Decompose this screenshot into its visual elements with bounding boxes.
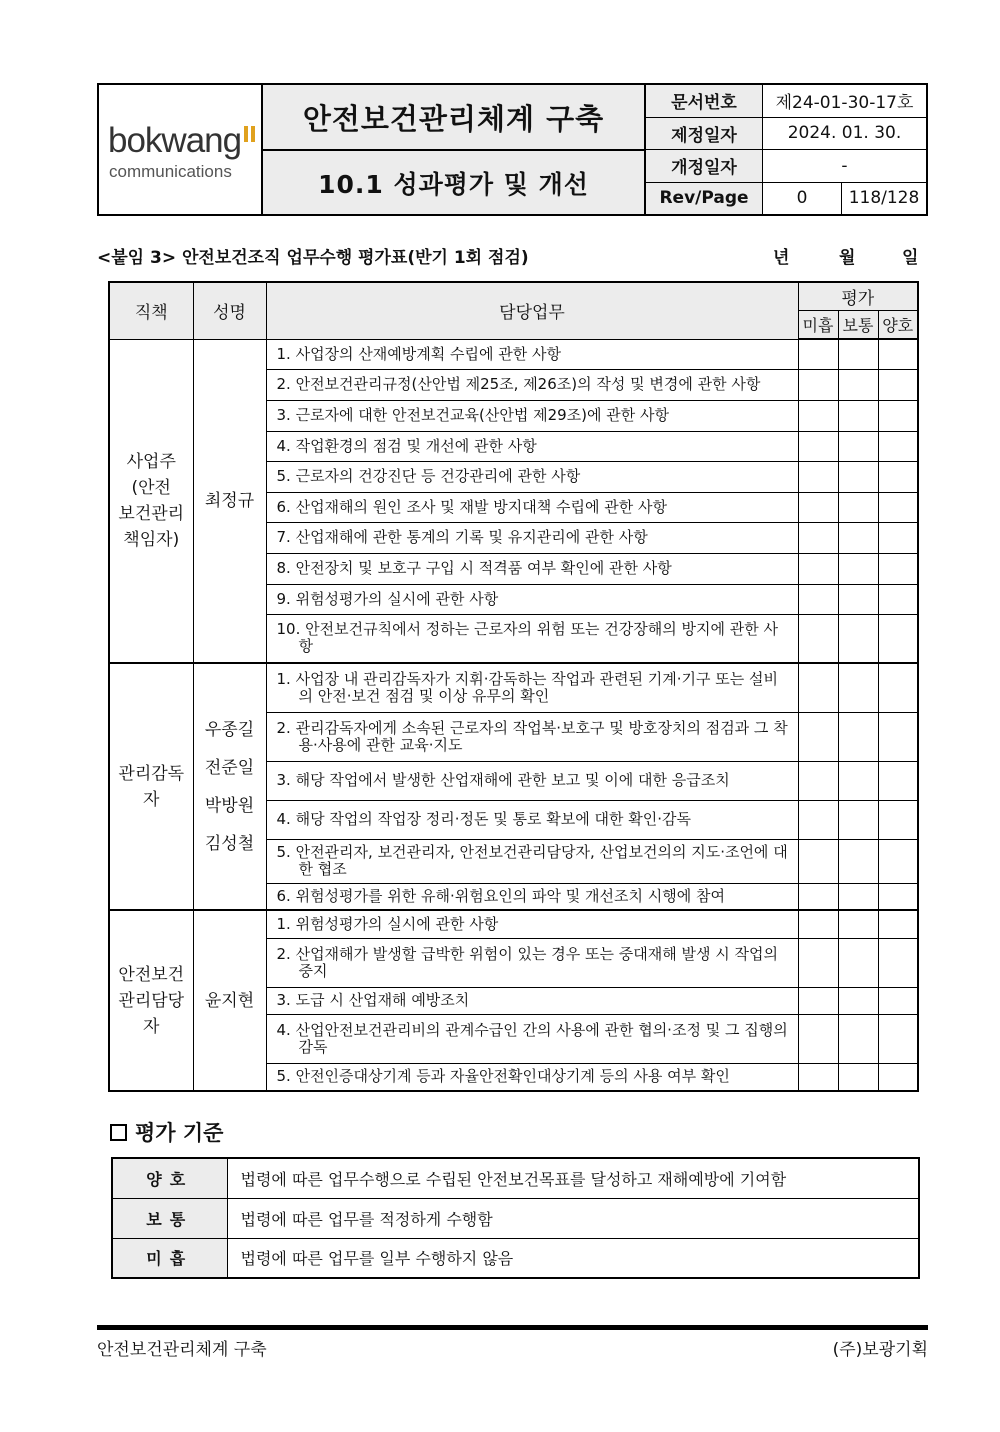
duty-text: 8. 안전장치 및 보호구 구입 시 적격품 여부 확인에 관한 사항	[276, 559, 672, 577]
revision-number: 0	[763, 183, 842, 215]
duty-cell	[266, 431, 798, 461]
duty-text: 3. 해당 작업에서 발생한 산업재해에 관한 보고 및 이에 대한 응급조치	[276, 771, 730, 789]
duty-cell	[266, 369, 798, 400]
meta-block	[646, 85, 926, 214]
duty-text: 5. 근로자의 건강진단 등 건강관리에 관한 사항	[276, 467, 581, 485]
duty-cell	[266, 339, 798, 369]
eval-good-checkbox[interactable]	[878, 553, 918, 584]
meta-row-rev-page	[646, 183, 926, 215]
duty-text: 1. 사업장의 산재예방계획 수립에 관한 사항	[276, 344, 561, 363]
meta-label: 문서번호	[646, 85, 763, 117]
duty-text: 2. 관리감독자에게 소속된 근로자의 작업복·보호구 및 방호장치의 점검과 그 착용·사용에 관한 교육·지도	[276, 718, 788, 754]
eval-poor-checkbox[interactable]	[798, 1063, 838, 1091]
duty-text: 2. 안전보건관리규정(산안법 제25조, 제26조)의 작성 및 변경에 관한 사항	[276, 375, 761, 393]
eval-good-checkbox[interactable]	[878, 712, 918, 761]
eval-good-checkbox[interactable]	[878, 339, 918, 369]
duty-text: 3. 도급 시 산업재해 예방조치	[276, 991, 470, 1009]
eval-normal-checkbox[interactable]	[838, 1063, 878, 1091]
duty-cell	[266, 492, 798, 522]
eval-poor-checkbox[interactable]	[798, 663, 838, 712]
eval-poor-checkbox[interactable]	[798, 400, 838, 431]
footer-doc-name: 안전보건관리체계 구축	[97, 1340, 267, 1360]
eval-good-checkbox[interactable]	[878, 761, 918, 800]
duty-cell	[266, 910, 798, 938]
eval-normal-checkbox[interactable]	[838, 910, 878, 938]
duty-cell	[266, 712, 798, 761]
criteria-label: 미흡	[112, 1238, 227, 1278]
eval-poor-checkbox[interactable]	[798, 987, 838, 1014]
criteria-label: 보통	[112, 1198, 227, 1238]
duty-cell	[266, 584, 798, 614]
duty-text: 6. 위험성평가를 위한 유해·위험요인의 파악 및 개선조치 시행에 참여	[276, 886, 725, 905]
eval-poor-checkbox[interactable]	[798, 712, 838, 761]
eval-poor-checkbox[interactable]	[798, 1014, 838, 1063]
eval-poor-checkbox[interactable]	[798, 522, 838, 553]
duty-text: 10. 안전보건규칙에서 정하는 근로자의 위험 또는 건강장해의 방지에 관한 사항	[276, 620, 778, 656]
eval-normal-checkbox[interactable]	[838, 987, 878, 1014]
eval-normal-checkbox[interactable]	[838, 839, 878, 883]
header-eval: 평가	[798, 282, 918, 310]
duty-cell	[266, 663, 798, 712]
duty-text: 2. 산업재해가 발생할 급박한 위험이 있는 경우 또는 중대재해 발생 시 작업의 중지	[276, 944, 778, 980]
criteria-heading	[110, 1117, 223, 1147]
eval-poor-checkbox[interactable]	[798, 584, 838, 614]
meta-label: Rev/Page	[646, 183, 763, 215]
eval-good-checkbox[interactable]	[878, 431, 918, 461]
title-block	[263, 85, 646, 214]
eval-normal-checkbox[interactable]	[838, 369, 878, 400]
duty-text: 4. 작업환경의 점검 및 개선에 관한 사항	[276, 436, 537, 455]
duty-cell	[266, 800, 798, 839]
eval-normal-checkbox[interactable]	[838, 461, 878, 492]
eval-good-checkbox[interactable]	[878, 492, 918, 522]
table-row	[109, 910, 918, 938]
page-number: 118/128	[848, 188, 920, 209]
duty-text: 3. 근로자에 대한 안전보건교육(산안법 제29조)에 관한 사항	[276, 406, 669, 424]
header-eval-good: 양호	[878, 310, 918, 339]
eval-good-checkbox[interactable]	[878, 369, 918, 400]
meta-value: 2024. 01. 30.	[787, 123, 902, 144]
name-cell: 최정규	[193, 339, 266, 663]
eval-poor-checkbox[interactable]	[798, 431, 838, 461]
eval-normal-checkbox[interactable]	[838, 522, 878, 553]
eval-normal-checkbox[interactable]	[838, 584, 878, 614]
eval-good-checkbox[interactable]	[878, 910, 918, 938]
eval-normal-checkbox[interactable]	[838, 938, 878, 987]
criteria-row	[112, 1198, 919, 1238]
eval-good-checkbox[interactable]	[878, 883, 918, 910]
eval-normal-checkbox[interactable]	[838, 614, 878, 663]
eval-normal-checkbox[interactable]	[838, 492, 878, 522]
attachment-heading	[97, 243, 928, 269]
eval-normal-checkbox[interactable]	[838, 761, 878, 800]
meta-value	[763, 183, 926, 215]
eval-good-checkbox[interactable]	[878, 839, 918, 883]
eval-poor-checkbox[interactable]	[798, 461, 838, 492]
square-bullet-icon	[110, 1124, 127, 1141]
duty-text: 6. 산업재해의 원인 조사 및 재발 방지대책 수립에 관한 사항	[276, 497, 667, 516]
meta-label: 제정일자	[646, 118, 763, 150]
duty-text: 4. 해당 작업의 작업장 정리·정돈 및 통로 확보에 대한 확인·감독	[276, 810, 692, 828]
eval-poor-checkbox[interactable]	[798, 369, 838, 400]
company-logo	[99, 85, 263, 214]
duty-cell	[266, 1063, 798, 1091]
eval-good-checkbox[interactable]	[878, 1014, 918, 1063]
criteria-table	[111, 1157, 920, 1279]
eval-good-checkbox[interactable]	[878, 938, 918, 987]
date-day-label: 일	[902, 248, 919, 268]
duty-text: 7. 산업재해에 관한 통계의 기록 및 유지관리에 관한 사항	[276, 528, 648, 546]
duty-cell	[266, 553, 798, 584]
duty-cell	[266, 883, 798, 910]
duty-cell	[266, 522, 798, 553]
criteria-row	[112, 1238, 919, 1278]
eval-good-checkbox[interactable]	[878, 584, 918, 614]
header-role: 직책	[109, 282, 193, 339]
duty-text: 1. 위험성평가의 실시에 관한 사항	[276, 914, 499, 933]
duty-cell	[266, 938, 798, 987]
eval-normal-checkbox[interactable]	[838, 1014, 878, 1063]
name-cell: 우종길 전준일 박방원 김성철	[193, 663, 266, 910]
table-row	[109, 663, 918, 712]
eval-normal-checkbox[interactable]	[838, 553, 878, 584]
eval-normal-checkbox[interactable]	[838, 883, 878, 910]
document-header	[97, 83, 928, 216]
duty-text: 5. 안전관리자, 보건관리자, 안전보건관리담당자, 산업보건의의 지도·조언에 대한 협조	[276, 843, 788, 878]
eval-good-checkbox[interactable]	[878, 1063, 918, 1091]
duty-cell	[266, 839, 798, 883]
meta-row-rev-date	[646, 150, 926, 183]
criteria-label: 양호	[112, 1158, 227, 1198]
name-cell: 윤지현	[193, 910, 266, 1091]
header-name: 성명	[193, 282, 266, 339]
eval-normal-checkbox[interactable]	[838, 431, 878, 461]
eval-poor-checkbox[interactable]	[798, 553, 838, 584]
eval-poor-checkbox[interactable]	[798, 339, 838, 369]
header-eval-poor: 미흡	[798, 310, 838, 339]
evaluation-table-body	[109, 339, 918, 1091]
evaluation-table	[108, 281, 919, 1092]
header-eval-normal: 보통	[838, 310, 878, 339]
table-row	[109, 339, 918, 369]
eval-good-checkbox[interactable]	[878, 400, 918, 431]
eval-normal-checkbox[interactable]	[838, 339, 878, 369]
eval-good-checkbox[interactable]	[878, 663, 918, 712]
logo-subtitle: communications	[109, 162, 232, 181]
duty-cell	[266, 1014, 798, 1063]
criteria-text: 법령에 따른 업무를 일부 수행하지 않음	[227, 1238, 919, 1278]
eval-poor-checkbox[interactable]	[798, 883, 838, 910]
section-title: 10.1 성과평가 및 개선	[263, 151, 644, 214]
logo-wordmark: bokwang	[108, 121, 242, 160]
role-cell: 사업주 (안전 보건관리 책임자)	[109, 339, 193, 663]
duty-cell	[266, 761, 798, 800]
eval-poor-checkbox[interactable]	[798, 761, 838, 800]
document-title: 안전보건관리체계 구축	[263, 85, 644, 151]
duty-text: 5. 안전인증대상기계 등과 자율안전확인대상기계 등의 사용 여부 확인	[276, 1067, 730, 1086]
meta-value: 제24-01-30-17호	[775, 93, 914, 114]
eval-poor-checkbox[interactable]	[798, 910, 838, 938]
eval-poor-checkbox[interactable]	[798, 614, 838, 663]
role-cell: 안전보건 관리담당 자	[109, 910, 193, 1091]
duty-text: 4. 산업안전보건관리비의 관계수급인 간의 사용에 관한 협의·조정 및 그 집행의 감독	[276, 1020, 788, 1056]
criteria-text: 법령에 따른 업무수행으로 수립된 안전보건목표를 달성하고 재해예방에 기여함	[227, 1158, 919, 1198]
duty-text: 9. 위험성평가의 실시에 관한 사항	[276, 589, 499, 608]
header-duty: 담당업무	[266, 282, 798, 339]
duty-text: 1. 사업장 내 관리감독자가 지휘·감독하는 작업과 관련된 기계·기구 또는 설비의 안전·보건 점검 및 이상 유무의 확인	[276, 669, 778, 705]
duty-cell	[266, 461, 798, 492]
date-month-label: 월	[839, 248, 856, 268]
eval-good-checkbox[interactable]	[878, 522, 918, 553]
eval-normal-checkbox[interactable]	[838, 663, 878, 712]
criteria-row	[112, 1158, 919, 1198]
eval-poor-checkbox[interactable]	[798, 800, 838, 839]
eval-good-checkbox[interactable]	[878, 987, 918, 1014]
meta-label: 개정일자	[646, 150, 763, 182]
eval-normal-checkbox[interactable]	[838, 800, 878, 839]
footer-rule	[97, 1325, 928, 1330]
eval-normal-checkbox[interactable]	[838, 712, 878, 761]
footer-company: (주)보광기획	[832, 1340, 928, 1360]
duty-cell	[266, 987, 798, 1014]
eval-poor-checkbox[interactable]	[798, 492, 838, 522]
eval-poor-checkbox[interactable]	[798, 938, 838, 987]
duty-cell	[266, 614, 798, 663]
eval-good-checkbox[interactable]	[878, 614, 918, 663]
date-year-label: 년	[773, 248, 790, 268]
criteria-title: 평가 기준	[135, 1121, 224, 1145]
eval-normal-checkbox[interactable]	[838, 400, 878, 431]
eval-poor-checkbox[interactable]	[798, 839, 838, 883]
role-cell: 관리감독 자	[109, 663, 193, 910]
duty-cell	[266, 400, 798, 431]
meta-value: -	[841, 155, 848, 176]
criteria-text: 법령에 따른 업무를 적정하게 수행함	[227, 1198, 919, 1238]
eval-good-checkbox[interactable]	[878, 800, 918, 839]
meta-row-est-date	[646, 118, 926, 151]
attachment-title: <붙임 3> 안전보건조직 업무수행 평가표(반기 1회 점검)	[97, 248, 529, 268]
eval-good-checkbox[interactable]	[878, 461, 918, 492]
meta-row-doc-no	[646, 85, 926, 118]
